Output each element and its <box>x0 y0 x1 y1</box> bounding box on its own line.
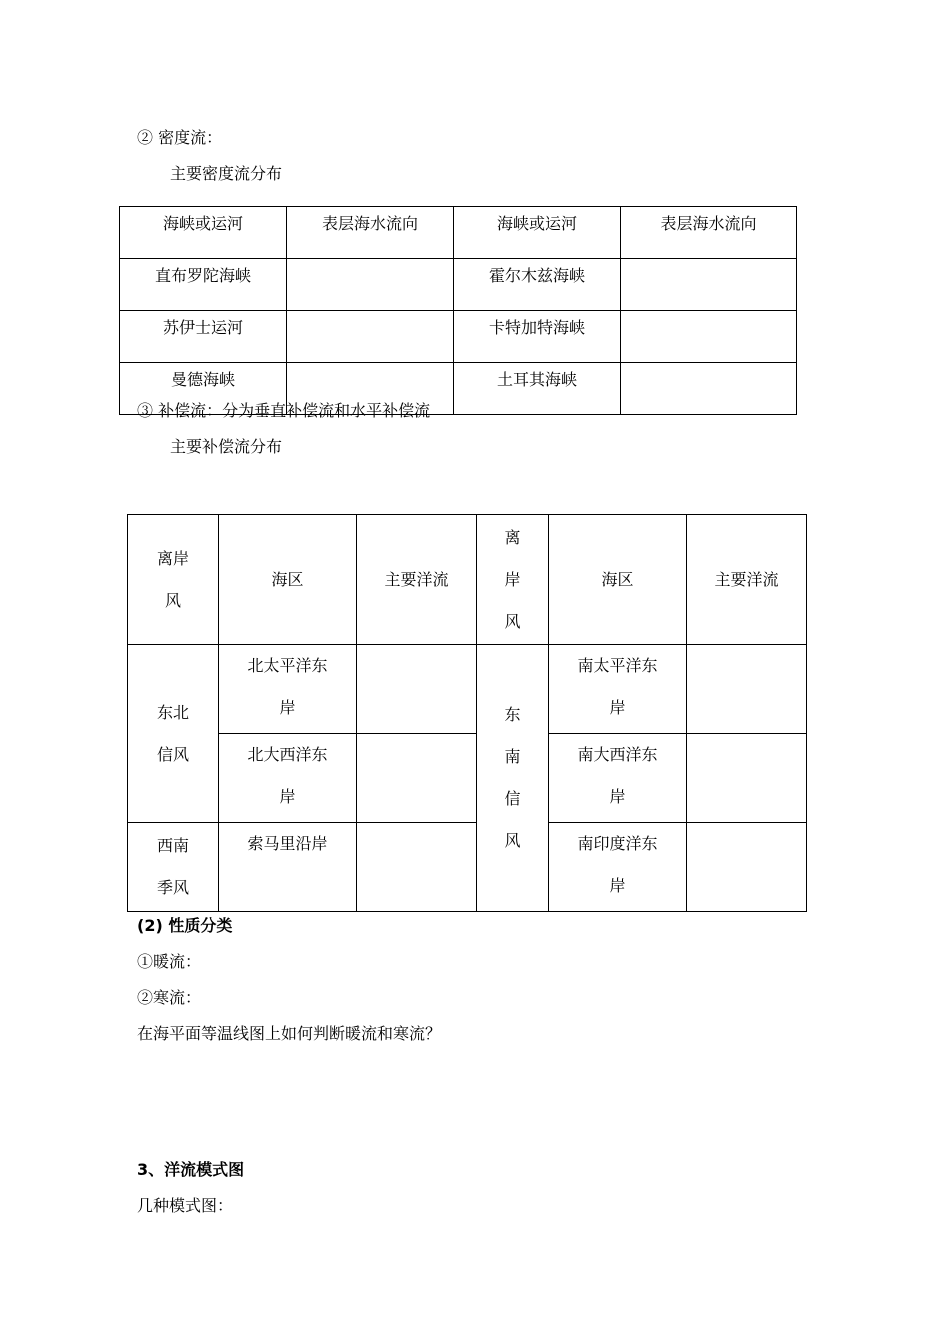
area-cell: 北太平洋东岸 <box>219 645 357 734</box>
header-cell: 海峡或运河 <box>120 207 287 259</box>
header-offshore-wind: 离岸风 <box>477 515 549 645</box>
strait-cell: 霍尔木兹海峡 <box>454 259 621 311</box>
table-row <box>128 734 807 823</box>
flow-cell <box>287 259 454 311</box>
compensation-heading: ③ 补偿流：分为垂直补偿流和水平补偿流 <box>137 401 431 420</box>
header-sea-area: 海区 <box>219 515 357 645</box>
compensation-subheading: 主要补偿流分布 <box>170 437 283 456</box>
model-heading: 3、洋流模式图 <box>137 1160 245 1179</box>
isotherm-question: 在海平面等温线图上如何判断暖流和寒流？ <box>137 1024 442 1043</box>
current-cell <box>687 645 807 734</box>
strait-cell: 土耳其海峡 <box>454 363 621 415</box>
table-row <box>120 259 797 311</box>
wind-cell: 东南信风 <box>477 645 549 912</box>
current-cell <box>687 823 807 912</box>
flow-cell <box>287 311 454 363</box>
nature-heading: (2) 性质分类 <box>137 916 233 935</box>
table-row <box>128 645 807 734</box>
flow-cell <box>621 311 797 363</box>
area-cell: 南太平洋东岸 <box>549 645 687 734</box>
header-offshore-wind: 离岸风 <box>128 515 219 645</box>
density-subheading: 主要密度流分布 <box>170 164 283 183</box>
model-text: 几种模式图： <box>137 1196 234 1215</box>
density-current-table <box>119 206 797 415</box>
wind-cell: 西南季风 <box>128 823 219 912</box>
area-cell: 北大西洋东岸 <box>219 734 357 823</box>
density-heading: ② 密度流： <box>137 128 223 147</box>
compensation-current-table <box>127 514 807 912</box>
header-cell: 海峡或运河 <box>454 207 621 259</box>
current-cell <box>357 823 477 912</box>
current-cell <box>687 734 807 823</box>
area-cell: 南大西洋东岸 <box>549 734 687 823</box>
strait-cell: 卡特加特海峡 <box>454 311 621 363</box>
current-cell <box>357 734 477 823</box>
flow-cell <box>621 259 797 311</box>
table-header-row <box>128 515 807 645</box>
cold-current-label: ②寒流： <box>137 988 202 1007</box>
table-row <box>120 311 797 363</box>
area-cell: 索马里沿岸 <box>219 823 357 912</box>
header-cell: 表层海水流向 <box>621 207 797 259</box>
area-cell: 南印度洋东岸 <box>549 823 687 912</box>
strait-cell: 苏伊士运河 <box>120 311 287 363</box>
strait-cell: 直布罗陀海峡 <box>120 259 287 311</box>
strait-cell: 曼德海峡 <box>120 363 287 415</box>
current-cell <box>357 645 477 734</box>
header-cell: 表层海水流向 <box>287 207 454 259</box>
header-main-current: 主要洋流 <box>357 515 477 645</box>
header-sea-area: 海区 <box>549 515 687 645</box>
wind-cell: 东北信风 <box>128 645 219 823</box>
header-main-current: 主要洋流 <box>687 515 807 645</box>
flow-cell <box>621 363 797 415</box>
table-header-row <box>120 207 797 259</box>
warm-current-label: ①暖流： <box>137 952 202 971</box>
table-row <box>128 823 807 912</box>
